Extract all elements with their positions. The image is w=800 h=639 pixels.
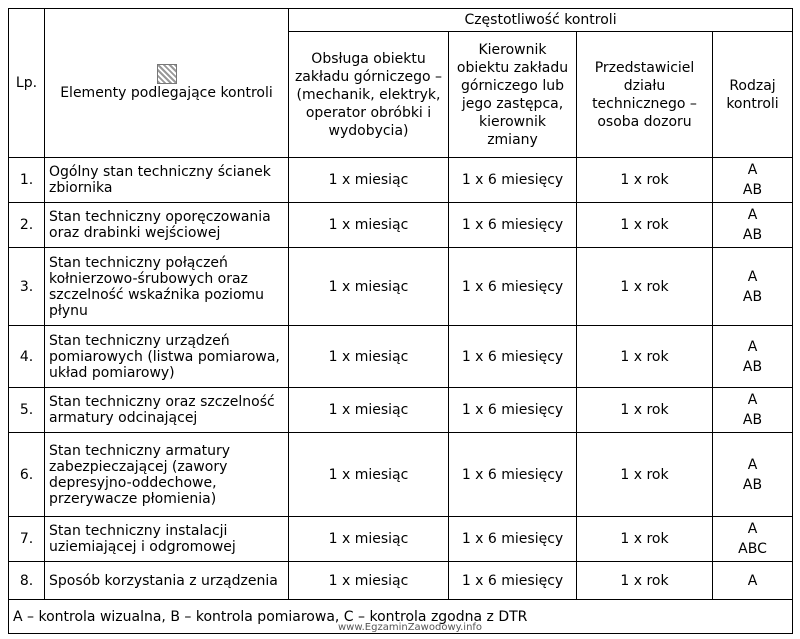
table-row [9,203,793,248]
row-f1: 1 x miesiąc [289,562,449,600]
row-kind-b: AB [742,412,763,428]
header-elements [45,9,289,158]
row-lp: 8. [9,562,45,600]
row-f1: 1 x miesiąc [289,433,449,517]
row-lp: 7. [9,517,45,562]
row-kind [713,203,793,248]
legend-footnote: A – kontrola wizualna, B – kontrola pomiarowa, C – kontrola zgodna z DTR [9,600,793,634]
row-kind-a: A [747,162,758,178]
row-element: Ogólny stan techniczny ścianek zbiornika [45,158,289,203]
row-lp: 3. [9,248,45,326]
inspection-table [8,8,793,634]
row-f3: 1 x rok [577,388,713,433]
row-f2: 1 x 6 miesięcy [449,203,577,248]
row-kind [713,517,793,562]
row-element: Stan techniczny oporęczowania oraz drabinki wejściowej [45,203,289,248]
header-col-staff: Obsługa obiektu zakładu górniczego – (mechanik, elektryk, operator obróbki i wydobycia) [289,32,449,158]
header-col-technical: Przedstawiciel działu technicznego – osoba dozoru [577,32,713,158]
row-kind-a: A [747,572,758,589]
row-kind [713,388,793,433]
row-element: Sposób korzystania z urządzenia [45,562,289,600]
row-f1: 1 x miesiąc [289,388,449,433]
row-f3: 1 x rok [577,433,713,517]
row-f2: 1 x 6 miesięcy [449,388,577,433]
row-kind-a: A [747,207,758,223]
row-f2: 1 x 6 miesięcy [449,433,577,517]
row-f2: 1 x 6 miesięcy [449,562,577,600]
row-kind [713,433,793,517]
row-kind-a: A [747,521,758,537]
header-frequency: Częstotliwość kontroli [289,9,793,32]
row-kind-b: AB [742,227,763,243]
row-lp: 1. [9,158,45,203]
table-row [9,517,793,562]
row-kind [713,326,793,388]
row-kind-a: A [747,392,758,408]
row-f1: 1 x miesiąc [289,326,449,388]
header-elements-label: Elementy podlegające kontroli [60,85,273,101]
row-kind-b: AB [742,182,763,198]
row-lp: 2. [9,203,45,248]
row-kind-b: AB [742,358,763,375]
qr-code-icon [157,64,177,84]
row-element: Stan techniczny połączeń kołnierzowo-śrubowych oraz szczelność wskaźnika poziomu płynu [45,248,289,326]
row-kind-a: A [747,338,758,355]
row-f1: 1 x miesiąc [289,158,449,203]
row-element: Stan techniczny instalacji uziemiającej i odgromowej [45,517,289,562]
row-kind-a: A [747,268,758,285]
row-kind-b: ABC [738,541,767,557]
table-row [9,433,793,517]
watermark: www.EgzaminZawodowy.info [338,622,483,633]
row-element: Stan techniczny armatury zabezpieczającej (zawory depresyjno-oddechowe, przerywacze płomienia) [45,433,289,517]
row-f3: 1 x rok [577,203,713,248]
row-element: Stan techniczny urządzeń pomiarowych (listwa pomiarowa, układ pomiarowy) [45,326,289,388]
header-col-manager: Kierownik obiektu zakładu górniczego lub jego zastępca, kierownik zmiany [449,32,577,158]
row-f3: 1 x rok [577,158,713,203]
row-f1: 1 x miesiąc [289,248,449,326]
row-f2: 1 x 6 miesięcy [449,158,577,203]
table-row [9,326,793,388]
row-lp: 6. [9,433,45,517]
row-f3: 1 x rok [577,517,713,562]
row-kind [713,248,793,326]
row-kind [713,158,793,203]
row-kind-b: AB [742,288,763,305]
row-f2: 1 x 6 miesięcy [449,517,577,562]
row-kind-a: A [747,456,758,473]
row-f2: 1 x 6 miesięcy [449,248,577,326]
row-f3: 1 x rok [577,248,713,326]
row-f1: 1 x miesiąc [289,517,449,562]
row-kind-b: AB [742,476,763,493]
table-row [9,248,793,326]
row-element: Stan techniczny oraz szczelność armatury odcinającej [45,388,289,433]
table-row [9,158,793,203]
row-f3: 1 x rok [577,562,713,600]
row-f2: 1 x 6 miesięcy [449,326,577,388]
table-row [9,562,793,600]
row-lp: 5. [9,388,45,433]
header-col-kind: Rodzaj kontroli [713,32,793,158]
table-row [9,388,793,433]
row-lp: 4. [9,326,45,388]
row-f1: 1 x miesiąc [289,203,449,248]
header-lp: Lp. [9,9,45,158]
row-kind [713,562,793,600]
row-f3: 1 x rok [577,326,713,388]
